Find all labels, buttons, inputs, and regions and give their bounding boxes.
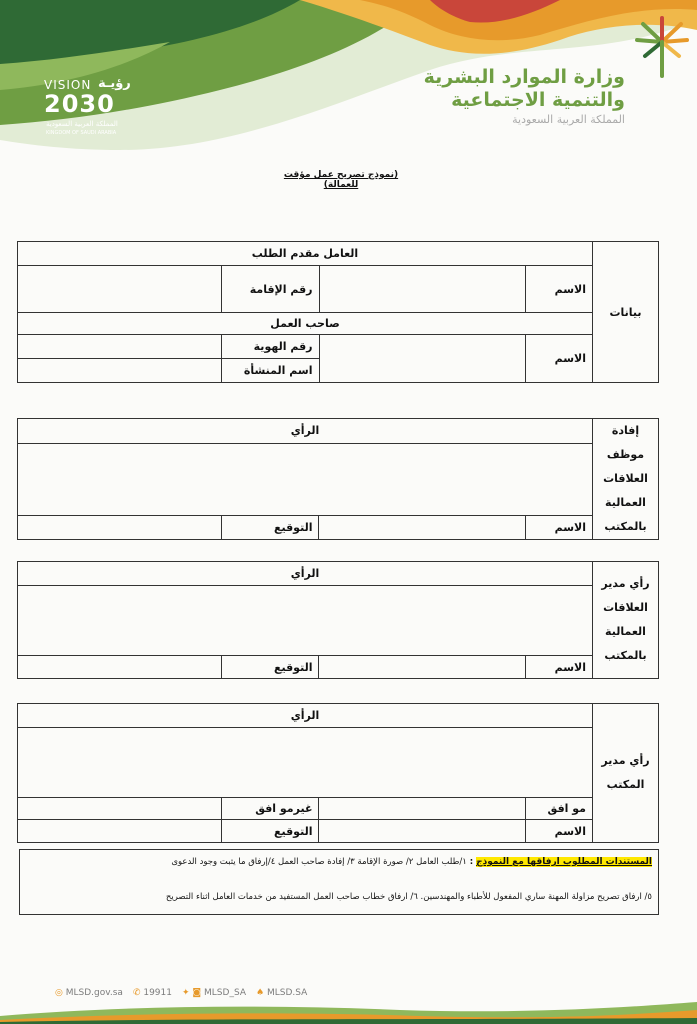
approve-label: مو افق xyxy=(526,798,593,820)
section-4-name-label: الاسم xyxy=(526,820,593,843)
section-3-side-line: رأي مدير xyxy=(601,577,650,590)
vision-year: 2030 xyxy=(44,90,115,118)
employer-name-label: الاسم xyxy=(526,335,593,383)
section-3-side-line: بالمكتب xyxy=(604,649,647,662)
id-label: رقم الهوية xyxy=(221,335,319,359)
vision-2030-logo xyxy=(44,78,144,138)
section-2-opinion-field[interactable] xyxy=(18,443,593,515)
section-4-signature-label: التوقيع xyxy=(221,820,319,843)
documents-line1: ١/طلب العامل ٢/ صورة الإقامة ٣/ إفادة صاحب العمل ٤/إرفاق ما يثبت وجود الدعوى xyxy=(171,857,467,867)
iqama-field[interactable] xyxy=(18,266,222,313)
section-2-side-label xyxy=(592,419,658,540)
documents-line2: ٥/ ارفاق تصريح مزاولة المهنة ساري المفعول للأطباء والمهندسين. ٦/ ارفاق خطاب صاحب العمل المستفيد من خدمات العامل اثناء التصريح xyxy=(165,892,652,902)
twitter-icon: ✦ xyxy=(182,988,190,998)
ministry-line1: وزارة الموارد البشرية xyxy=(423,66,625,88)
section-1-side-label: بيانات xyxy=(593,242,659,383)
documents-heading: المستندات المطلوب ارفاقها مع النموذج xyxy=(476,857,652,867)
section-4-table xyxy=(17,703,659,843)
snapchat-text: MLSD.SA xyxy=(266,988,308,998)
ministry-name xyxy=(424,66,625,128)
snapchat-link[interactable] xyxy=(256,988,307,998)
website-text: MLSD.gov.sa xyxy=(65,988,123,998)
section-4-side-line: رأي مدير xyxy=(601,754,650,767)
twitter-text: MLSD_SA xyxy=(204,988,246,998)
section-3-side-label xyxy=(592,562,658,679)
footer-wave xyxy=(0,1000,697,1024)
vision-ar-text: رؤيـة xyxy=(98,76,131,91)
section-3-signature-field[interactable] xyxy=(18,656,222,679)
section-4-side-label xyxy=(592,704,658,843)
section-3-opinion-label: الرأي xyxy=(18,562,593,586)
section-4-opinion-label: الرأي xyxy=(18,704,593,728)
section-3-opinion-field[interactable] xyxy=(18,586,593,656)
section-3-side-line: العلاقات xyxy=(603,601,648,614)
employer-header: صاحب العمل xyxy=(18,313,593,335)
phone-link[interactable] xyxy=(133,988,172,998)
vision-kingdom-en: KINGDOM OF SAUDI ARABIA xyxy=(46,130,117,136)
iqama-label: رقم الإقامة xyxy=(221,266,319,313)
worker-name-field[interactable] xyxy=(319,266,526,313)
section-4-opinion-field[interactable] xyxy=(18,728,593,798)
ministry-line2: والتنمية الاجتماعية xyxy=(451,89,625,111)
section-3-name-field[interactable] xyxy=(319,656,526,679)
section-2-signature-label: التوقيع xyxy=(221,516,319,540)
employer-name-field[interactable] xyxy=(319,335,526,383)
section-2-side-line: إفادة xyxy=(611,424,640,437)
section-4-name-field[interactable] xyxy=(319,820,526,843)
section-3-name-label: الاسم xyxy=(526,656,593,679)
website-link[interactable] xyxy=(55,988,123,998)
worker-name-label: الاسم xyxy=(526,266,593,313)
globe-icon: ◎ xyxy=(55,988,63,998)
vision-kingdom-ar: المملكة العربية السعودية xyxy=(46,120,118,128)
section-2-side-line: بالمكتب xyxy=(604,520,647,533)
vision-en-text: VISION xyxy=(44,78,92,92)
id-field[interactable] xyxy=(18,335,222,359)
section-3-side-line: العمالية xyxy=(605,625,646,638)
kingdom-text: المملكة العربية السعودية xyxy=(512,113,625,126)
establishment-label: اسم المنشأة xyxy=(221,359,319,383)
disapprove-label: غيرمو افق xyxy=(221,798,319,820)
documents-line1-row: المستندات المطلوب ارفاقها مع النموذج : ١/طلب العامل ٢/ صورة الإقامة ٣/ إفادة صاحب العمل ٤/إرفاق ما يثبت وجود الدعوى xyxy=(171,857,652,867)
palm-logo-icon xyxy=(633,14,691,78)
phone-icon: ✆ xyxy=(132,988,141,998)
section-2-side-line: العمالية xyxy=(605,496,646,509)
section-4-signature-field[interactable] xyxy=(18,820,222,843)
section-2-side-line: موظف xyxy=(606,448,645,461)
establishment-field[interactable] xyxy=(18,359,222,383)
section-2-table xyxy=(17,418,659,540)
snapchat-icon: ♠ xyxy=(256,988,265,998)
disapprove-field[interactable] xyxy=(18,798,222,820)
phone-text: 19911 xyxy=(143,988,172,998)
section-2-signature-field[interactable] xyxy=(18,516,222,540)
section-2-opinion-label: الرأي xyxy=(18,419,593,444)
instagram-icon: ◙ xyxy=(192,988,202,998)
documents-box xyxy=(19,849,659,915)
section-4-side-line: المكتب xyxy=(606,778,645,791)
footer-contacts xyxy=(55,986,307,1000)
worker-header: العامل مقدم الطلب xyxy=(18,242,593,266)
section-3-signature-label: التوقيع xyxy=(221,656,319,679)
twitter-link[interactable] xyxy=(182,988,246,998)
section-2-name-field[interactable] xyxy=(319,516,526,540)
section-3-table xyxy=(17,561,659,679)
form-title: (نموذج تصريح عمل مؤقت للعمالة) xyxy=(283,170,399,190)
approve-field[interactable] xyxy=(319,798,526,820)
section-2-side-line: العلاقات xyxy=(603,472,648,485)
section-1-table xyxy=(17,241,659,383)
section-2-name-label: الاسم xyxy=(526,516,593,540)
